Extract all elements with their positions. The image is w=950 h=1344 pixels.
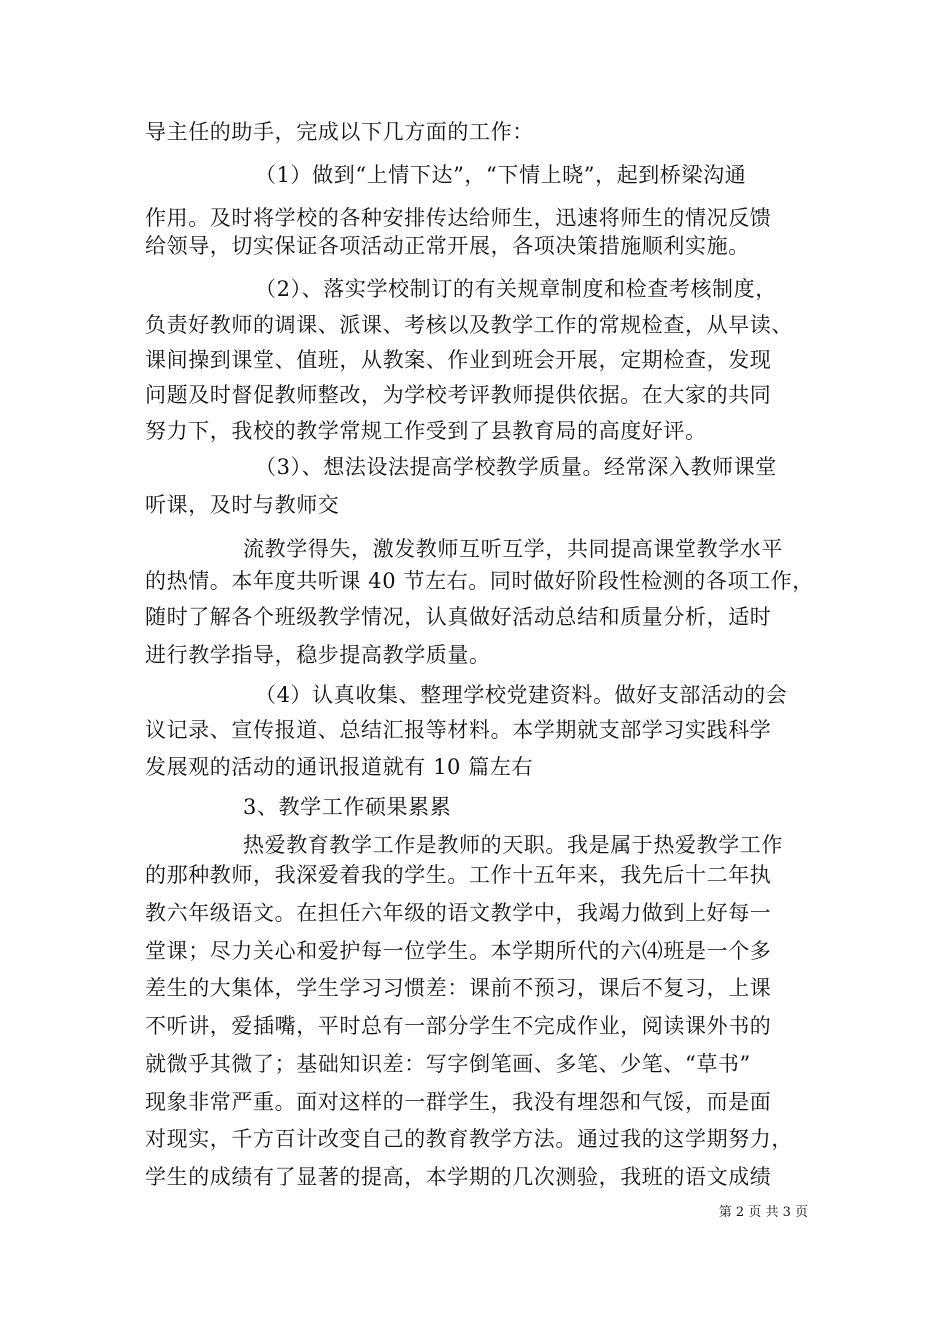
text-line: 学生的成绩有了显著的提高，本学期的几次测验，我班的语文成绩 (145, 1165, 772, 1189)
text-line: 随时了解各个班级教学情况，认真做好活动总结和质量分析，适时 (145, 605, 772, 629)
text-line: 就微乎其微了；基础知识差：写字倒笔画、多笔、少笔、“草书” (145, 1052, 751, 1076)
text-line: （2）、落实学校制订的有关规章制度和检查考核制度， (255, 277, 777, 301)
text-line: 议记录、宣传报道、总结汇报等材料。本学期就支部学习实践科学 (145, 718, 772, 742)
text-line: （1）做到“上情下达”，“下情上晓”，起到桥梁沟通 (255, 163, 747, 187)
text-line: 听课，及时与教师交 (145, 493, 340, 517)
text-line: 堂课；尽力关心和爱护每一位学生。本学期所代的六⑷班是一个多 (145, 939, 772, 963)
text-line: 给领导，切实保证各项活动正常开展，各项决策措施顺利实施。 (145, 234, 750, 258)
text-line: 差生的大集体，学生学习习惯差：课前不预习，课后不复习，上课 (145, 976, 772, 1000)
text-line: 流教学得失，激发教师互听互学，共同提高课堂教学水平 (243, 537, 783, 561)
text-line: 对现实，千方百计改变自己的教育教学方法。通过我的这学期努力， (145, 1127, 793, 1151)
text-line: 不听讲，爱插嘴，平时总有一部分学生不完成作业，阅读课外书的 (145, 1014, 772, 1038)
text-line: 教六年级语文。在担任六年级的语文教学中，我竭力做到上好每一 (145, 901, 772, 925)
text-line: 问题及时督促教师整改，为学校考评教师提供依据。在大家的共同 (145, 383, 772, 407)
text-line: 努力下，我校的教学常规工作受到了县教育局的高度好评。 (145, 419, 707, 443)
text-line: 课间操到课堂、值班，从教案、作业到班会开展，定期检查，发现 (145, 348, 772, 372)
text-line: 负责好教师的调课、派课、考核以及教学工作的常规检查，从早读、 (145, 313, 793, 337)
section-heading: 3、教学工作硕果累累 (243, 795, 452, 819)
text-line: 的那种教师，我深爱着我的学生。工作十五年来，我先后十二年执 (145, 863, 772, 887)
text-line: （4）认真收集、整理学校党建资料。做好支部活动的会 (255, 683, 788, 707)
page-number: 第 2 页 共 3 页 (718, 1205, 808, 1220)
text-line: 发展观的活动的通讯报道就有 10 篇左右 (145, 755, 534, 779)
text-line: （3）、想法设法提高学校教学质量。经常深入教师课堂 (255, 455, 777, 479)
text-line: 导主任的助手，完成以下几方面的工作： (145, 120, 534, 144)
text-line: 作用。及时将学校的各种安排传达给师生，迅速将师生的情况反馈 (145, 206, 772, 230)
text-line: 的热情。本年度共听课 40 节左右。同时做好阶段性检测的各项工作， (145, 569, 814, 593)
text-line: 进行教学指导，稳步提高教学质量。 (145, 643, 491, 667)
text-line: 热爱教育教学工作是教师的天职。我是属于热爱教学工作 (243, 833, 783, 857)
text-line: 现象非常严重。面对这样的一群学生，我没有埋怨和气馁，而是面 (145, 1090, 772, 1114)
